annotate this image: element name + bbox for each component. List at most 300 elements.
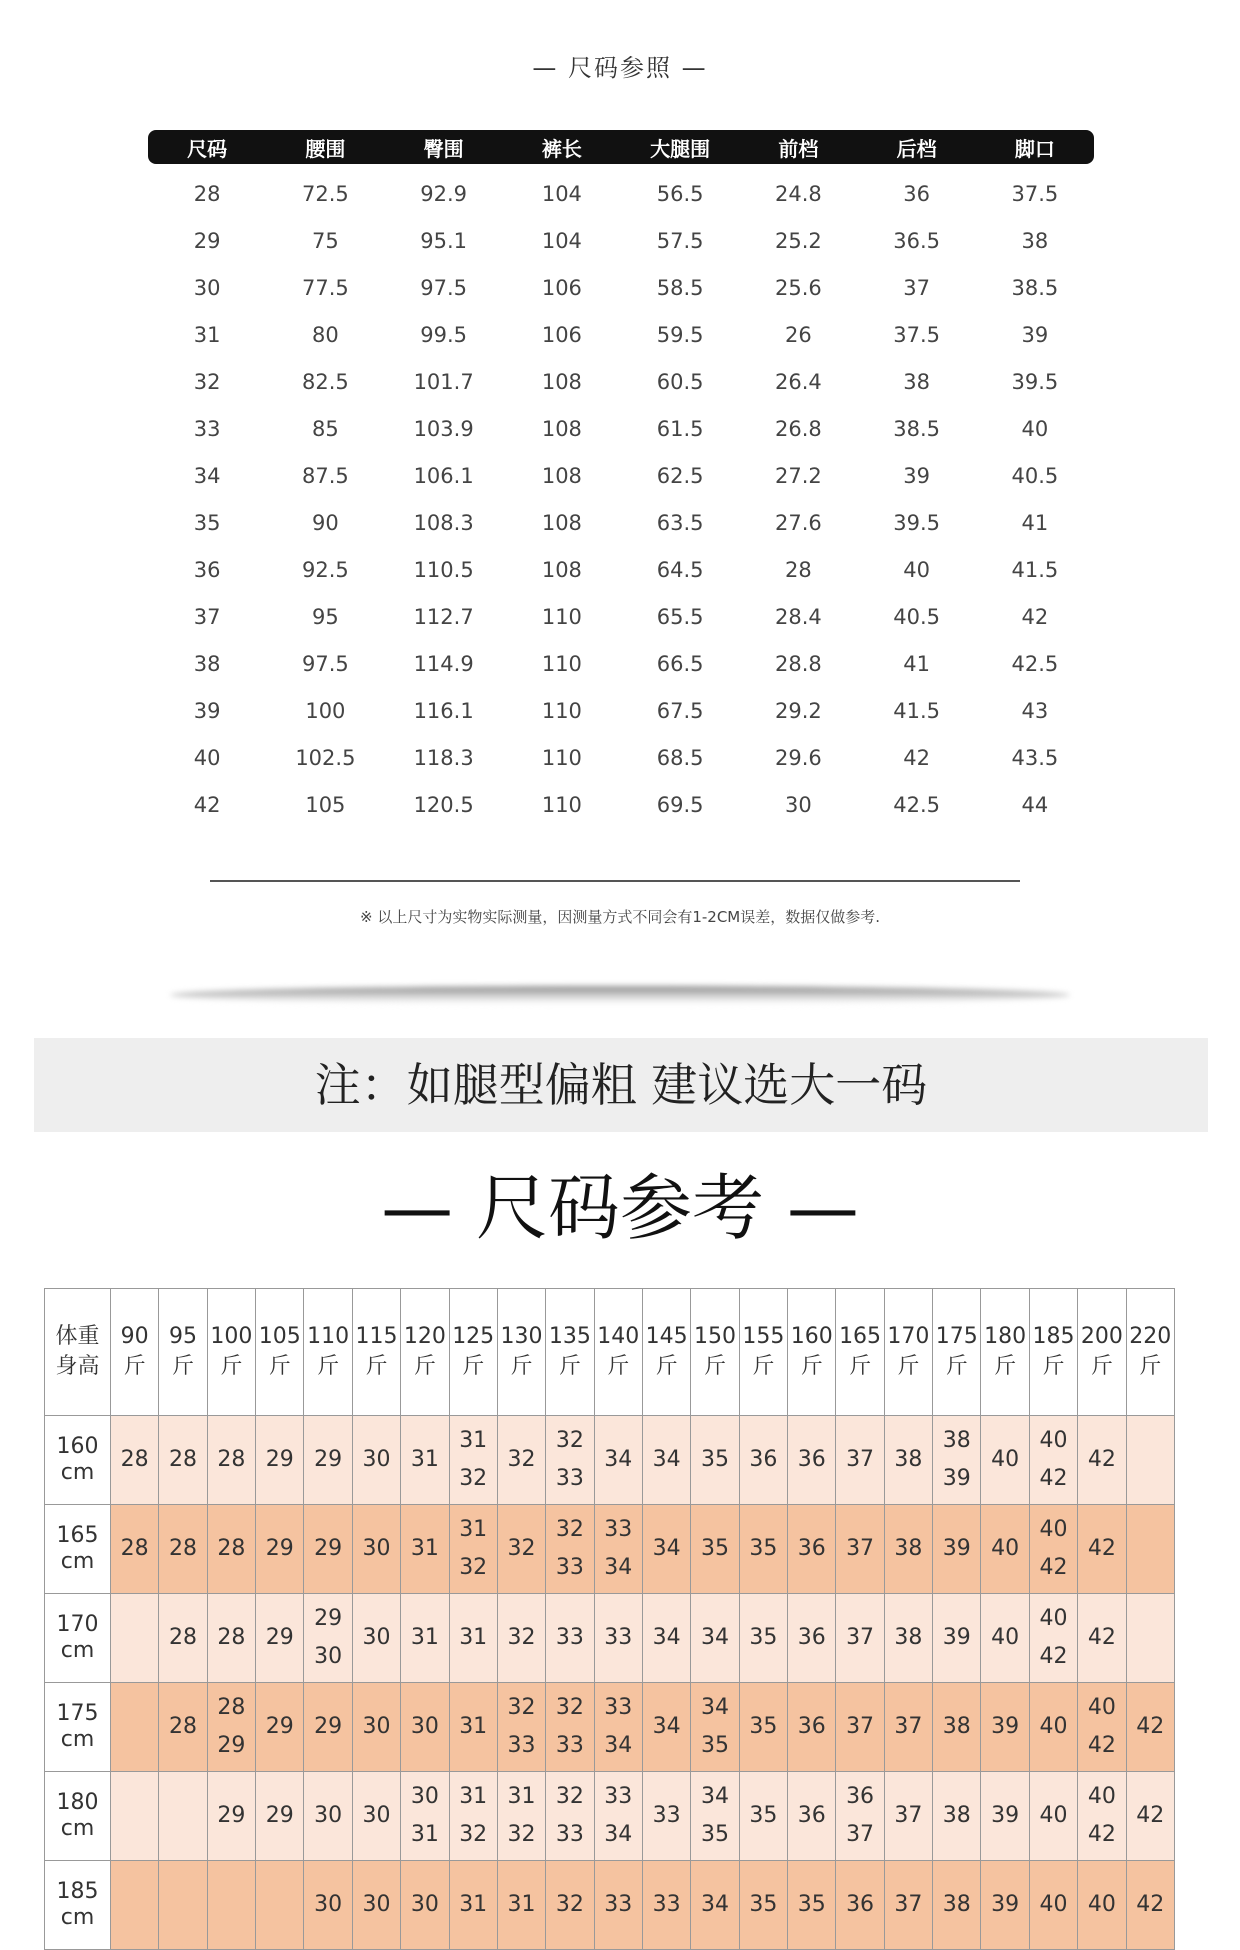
corner-label: 身高 [55, 1354, 100, 1379]
size-cell [1126, 1772, 1174, 1861]
size-value: 30 [410, 1714, 439, 1739]
size-value: 32 [507, 1625, 536, 1650]
table-cell: 90 [312, 510, 339, 535]
size-cell [1126, 1505, 1174, 1594]
column-header: 尺码 [148, 130, 266, 164]
size-cell [788, 1772, 836, 1861]
size-value: 42 [1136, 1803, 1165, 1828]
table-cell: 108 [541, 369, 582, 394]
table-cell: 67.5 [656, 698, 704, 723]
size-value: 40 [1087, 1695, 1116, 1720]
size-value: 31 [459, 1625, 488, 1650]
table-cell: 112.7 [413, 604, 474, 629]
table-cell: 60.5 [656, 369, 704, 394]
size-value: 40 [1039, 1606, 1068, 1631]
table-cell: 29 [193, 228, 221, 253]
size-cell [884, 1505, 932, 1594]
size-cell [449, 1594, 497, 1683]
weight-unit: 斤 [123, 1354, 146, 1379]
size-cell [884, 1861, 932, 1950]
weight-value: 200 [1080, 1324, 1123, 1349]
size-value: 40 [1039, 1892, 1068, 1917]
size-cell [401, 1861, 449, 1950]
table-cell: 63.5 [656, 510, 704, 535]
size-value: 31 [410, 1822, 439, 1847]
size-value: 42 [1087, 1822, 1116, 1847]
weight-header [546, 1289, 594, 1416]
table-cell: 120.5 [413, 792, 474, 817]
weight-unit: 斤 [994, 1354, 1017, 1379]
size-value: 35 [749, 1892, 778, 1917]
size-cell [352, 1416, 400, 1505]
table-cell: 42.5 [1011, 651, 1059, 676]
size-value: 29 [265, 1714, 294, 1739]
weight-value: 140 [597, 1324, 640, 1349]
size-cell [449, 1861, 497, 1950]
size-value: 34 [652, 1447, 681, 1472]
size-cell [1078, 1594, 1126, 1683]
size-cell [207, 1683, 255, 1772]
size-cell [739, 1505, 787, 1594]
table-cell: 110.5 [413, 557, 474, 582]
size-cell [546, 1683, 594, 1772]
size-cell [159, 1772, 207, 1861]
size-cell [449, 1416, 497, 1505]
shadow-divider [170, 986, 1070, 1004]
size-value: 29 [314, 1606, 343, 1631]
table-cell: 72.5 [301, 181, 349, 206]
size-cell [352, 1683, 400, 1772]
size-cell [933, 1594, 981, 1683]
weight-value: 90 [120, 1324, 149, 1349]
height-label [45, 1416, 111, 1505]
size-value: 42 [1087, 1625, 1116, 1650]
size-value: 39 [991, 1714, 1020, 1739]
size-cell [691, 1772, 739, 1861]
table-cell: 42 [1021, 604, 1049, 629]
size-value: 36 [797, 1803, 826, 1828]
size-cell [159, 1594, 207, 1683]
size-cell [1078, 1683, 1126, 1772]
size-value: 31 [410, 1625, 439, 1650]
size-cell [497, 1772, 545, 1861]
size-cell [449, 1505, 497, 1594]
size-value: 38 [894, 1625, 923, 1650]
weight-header [401, 1289, 449, 1416]
table-cell: 104 [541, 181, 582, 206]
size-cell [788, 1594, 836, 1683]
weight-height-corner [45, 1289, 111, 1416]
size-value: 37 [894, 1892, 923, 1917]
size-cell [352, 1505, 400, 1594]
weight-unit: 斤 [413, 1354, 436, 1379]
size-value: 42 [1136, 1714, 1165, 1739]
weight-header [1029, 1289, 1077, 1416]
table-cell: 37 [903, 275, 930, 300]
weight-header [159, 1289, 207, 1416]
table-cell: 42.5 [893, 792, 940, 817]
table-cell: 59.5 [656, 322, 704, 347]
size-reference-title: — 尺码参考 — [381, 1166, 859, 1250]
table-cell: 69.5 [656, 792, 704, 817]
table-cell: 64.5 [656, 557, 704, 582]
table-cell: 42 [193, 792, 221, 817]
size-value: 42 [1136, 1892, 1165, 1917]
size-cell [1078, 1772, 1126, 1861]
height-row [45, 1772, 1175, 1861]
table-cell: 40 [903, 557, 930, 582]
size-cell [401, 1683, 449, 1772]
size-value: 37 [894, 1714, 923, 1739]
table-cell: 32 [193, 369, 221, 394]
size-value: 30 [410, 1892, 439, 1917]
size-cell [1078, 1416, 1126, 1505]
table-cell: 97.5 [420, 275, 467, 300]
table-cell: 26.4 [774, 369, 822, 394]
table-cell: 34 [193, 463, 221, 488]
size-cell [739, 1772, 787, 1861]
size-cell [1029, 1594, 1077, 1683]
table-cell: 104 [541, 228, 582, 253]
size-value: 32 [459, 1466, 488, 1491]
size-cell [594, 1416, 642, 1505]
size-cell [884, 1416, 932, 1505]
size-cell [1126, 1683, 1174, 1772]
size-cell [546, 1861, 594, 1950]
size-cell [1078, 1505, 1126, 1594]
size-value: 35 [749, 1803, 778, 1828]
weight-value: 115 [355, 1324, 398, 1349]
size-value: 37 [846, 1447, 875, 1472]
size-value: 29 [314, 1447, 343, 1472]
size-cell [642, 1772, 690, 1861]
weight-header [594, 1289, 642, 1416]
table-cell: 40 [193, 745, 221, 770]
size-cell [207, 1772, 255, 1861]
size-cell [884, 1594, 932, 1683]
size-cell [788, 1861, 836, 1950]
weight-unit: 斤 [800, 1354, 823, 1379]
size-value: 42 [1087, 1536, 1116, 1561]
table-cell: 118.3 [413, 745, 474, 770]
size-value: 28 [217, 1536, 246, 1561]
size-value: 40 [1039, 1428, 1068, 1453]
table-cell: 40.5 [893, 604, 940, 629]
size-cell [933, 1416, 981, 1505]
size-value: 42 [1039, 1466, 1068, 1491]
table-cell: 39.5 [893, 510, 940, 535]
size-cell [497, 1861, 545, 1950]
table-cell: 102.5 [295, 745, 356, 770]
column-header: 大腿围 [621, 130, 739, 164]
size-cell [836, 1861, 884, 1950]
size-value: 34 [604, 1447, 633, 1472]
table-cell: 41.5 [893, 698, 940, 723]
height-value: 160 [56, 1434, 99, 1459]
height-label [45, 1683, 111, 1772]
table-cell: 44 [1021, 792, 1049, 817]
size-cell [788, 1505, 836, 1594]
size-value: 42 [1087, 1733, 1116, 1758]
size-cell [497, 1416, 545, 1505]
table-cell: 37 [193, 604, 221, 629]
size-cell [449, 1683, 497, 1772]
size-value: 35 [749, 1714, 778, 1739]
size-value: 37 [846, 1536, 875, 1561]
table-cell: 43 [1021, 698, 1049, 723]
size-value: 31 [459, 1892, 488, 1917]
size-value: 33 [604, 1625, 633, 1650]
size-value: 39 [942, 1466, 971, 1491]
size-cell [546, 1594, 594, 1683]
table-cell: 30 [193, 275, 221, 300]
weight-value: 95 [169, 1324, 198, 1349]
size-value: 39 [991, 1803, 1020, 1828]
size-cell [836, 1772, 884, 1861]
height-row [45, 1505, 1175, 1594]
weight-value: 180 [984, 1324, 1027, 1349]
weight-unit: 斤 [510, 1354, 533, 1379]
size-value: 35 [797, 1892, 826, 1917]
table-cell: 77.5 [301, 275, 349, 300]
size-value: 38 [942, 1714, 971, 1739]
size-value: 34 [700, 1892, 729, 1917]
size-value: 30 [314, 1892, 343, 1917]
divider [210, 880, 1020, 882]
table-cell: 36 [193, 557, 221, 582]
size-value: 38 [894, 1447, 923, 1472]
size-value: 40 [991, 1536, 1020, 1561]
table-cell: 35 [193, 510, 221, 535]
column-header: 前档 [739, 130, 857, 164]
size-value: 29 [217, 1733, 246, 1758]
size-cell [933, 1505, 981, 1594]
corner-label: 体重 [55, 1324, 100, 1349]
table-cell: 110 [541, 604, 582, 629]
table-cell: 39 [903, 463, 930, 488]
table-cell: 56.5 [656, 181, 704, 206]
height-label [45, 1861, 111, 1950]
size-cell [497, 1505, 545, 1594]
size-value: 34 [652, 1536, 681, 1561]
table-row [148, 640, 1094, 687]
table-cell: 106 [541, 322, 582, 347]
size-cell [594, 1683, 642, 1772]
size-cell [788, 1683, 836, 1772]
table-row [148, 405, 1094, 452]
size-value: 33 [555, 1733, 584, 1758]
size-cell [739, 1861, 787, 1950]
table-cell: 28.4 [774, 604, 822, 629]
size-cell [207, 1861, 255, 1950]
size-value: 33 [555, 1822, 584, 1847]
weight-unit: 斤 [1139, 1354, 1162, 1379]
table-cell: 39.5 [1011, 369, 1059, 394]
column-header: 臀围 [385, 130, 503, 164]
table-cell: 110 [541, 698, 582, 723]
size-value: 42 [1087, 1447, 1116, 1472]
table-cell: 31 [193, 322, 221, 347]
size-cell [207, 1594, 255, 1683]
measurement-footnote: ※ 以上尺寸为实物实际测量，因测量方式不同会有1-2CM误差，数据仅做参考. [359, 908, 881, 926]
size-cell [304, 1416, 352, 1505]
table-cell: 99.5 [420, 322, 467, 347]
weight-unit: 斤 [1090, 1354, 1113, 1379]
size-value: 42 [1039, 1555, 1068, 1580]
table-cell: 37.5 [1011, 181, 1059, 206]
height-row [45, 1594, 1175, 1683]
table-cell: 37.5 [893, 322, 940, 347]
table-cell: 101.7 [413, 369, 474, 394]
table-cell: 108 [541, 510, 582, 535]
height-value: 165 [56, 1523, 99, 1548]
size-cell [352, 1772, 400, 1861]
size-value: 32 [555, 1428, 584, 1453]
size-value: 32 [555, 1892, 584, 1917]
size-value: 32 [507, 1447, 536, 1472]
size-value: 31 [459, 1428, 488, 1453]
table-cell: 57.5 [656, 228, 704, 253]
size-cell [594, 1505, 642, 1594]
column-header: 脚口 [976, 130, 1094, 164]
size-cell [642, 1594, 690, 1683]
size-cell [981, 1861, 1029, 1950]
table-row [148, 499, 1094, 546]
table-cell: 43.5 [1011, 745, 1059, 770]
weight-header [449, 1289, 497, 1416]
table-cell: 41 [1021, 510, 1049, 535]
size-cell [788, 1416, 836, 1505]
weight-header [1126, 1289, 1174, 1416]
size-value: 30 [362, 1803, 391, 1828]
measurement-table [148, 130, 1094, 828]
size-value: 29 [265, 1536, 294, 1561]
weight-value: 100 [210, 1324, 253, 1349]
size-value: 34 [700, 1625, 729, 1650]
size-cell [642, 1683, 690, 1772]
size-cell [691, 1594, 739, 1683]
table-cell: 103.9 [413, 416, 474, 441]
size-value: 33 [604, 1784, 633, 1809]
weight-value: 165 [839, 1324, 882, 1349]
size-value: 40 [991, 1625, 1020, 1650]
weight-unit: 斤 [220, 1354, 243, 1379]
size-value: 29 [314, 1536, 343, 1561]
size-value: 33 [555, 1466, 584, 1491]
size-value: 35 [700, 1536, 729, 1561]
size-cell [546, 1505, 594, 1594]
size-value: 29 [314, 1714, 343, 1739]
table-cell: 75 [312, 228, 339, 253]
size-cell [739, 1683, 787, 1772]
size-cell [691, 1416, 739, 1505]
size-cell [207, 1505, 255, 1594]
table-row [148, 358, 1094, 405]
size-cell [304, 1861, 352, 1950]
weight-value: 130 [500, 1324, 543, 1349]
table-cell: 41 [903, 651, 930, 676]
table-row [148, 264, 1094, 311]
weight-header [352, 1289, 400, 1416]
weight-header [788, 1289, 836, 1416]
size-value: 36 [749, 1447, 778, 1472]
weight-unit: 斤 [462, 1354, 485, 1379]
table-cell: 36 [903, 181, 930, 206]
table-cell: 25.2 [774, 228, 822, 253]
table-cell: 108 [541, 416, 582, 441]
size-value: 33 [555, 1555, 584, 1580]
table-cell: 87.5 [301, 463, 349, 488]
size-value: 31 [410, 1536, 439, 1561]
size-recommendation-table [44, 1288, 1175, 1950]
size-value: 36 [797, 1536, 826, 1561]
height-unit: cm [60, 1549, 95, 1574]
size-value: 35 [700, 1447, 729, 1472]
size-value: 40 [991, 1447, 1020, 1472]
weight-value: 105 [258, 1324, 301, 1349]
size-cell [1029, 1861, 1077, 1950]
size-value: 40 [1039, 1714, 1068, 1739]
height-unit: cm [60, 1816, 95, 1841]
size-cell [884, 1683, 932, 1772]
weight-value: 145 [645, 1324, 688, 1349]
size-value: 32 [507, 1536, 536, 1561]
table-cell: 28.8 [774, 651, 822, 676]
size-cell [159, 1683, 207, 1772]
height-value: 175 [56, 1701, 99, 1726]
weight-unit: 斤 [655, 1354, 678, 1379]
table-cell: 116.1 [413, 698, 474, 723]
table-row [148, 311, 1094, 358]
size-value: 33 [604, 1517, 633, 1542]
table-cell: 38.5 [893, 416, 940, 441]
weight-header [497, 1289, 545, 1416]
table-cell: 58.5 [656, 275, 704, 300]
size-cell [1126, 1861, 1174, 1950]
size-value: 36 [846, 1892, 875, 1917]
height-value: 185 [56, 1879, 99, 1904]
weight-value: 220 [1129, 1324, 1172, 1349]
size-value: 30 [314, 1644, 343, 1669]
size-cell [546, 1772, 594, 1861]
size-cell [159, 1416, 207, 1505]
size-value: 36 [797, 1447, 826, 1472]
weight-header [691, 1289, 739, 1416]
size-cell [304, 1683, 352, 1772]
size-cell [304, 1772, 352, 1861]
weight-unit: 斤 [1042, 1354, 1065, 1379]
size-value: 36 [797, 1714, 826, 1739]
size-value: 36 [797, 1625, 826, 1650]
table-cell: 92.9 [420, 181, 467, 206]
table-cell: 42 [903, 745, 930, 770]
table-cell: 108.3 [413, 510, 474, 535]
size-value: 30 [362, 1892, 391, 1917]
size-value: 35 [700, 1733, 729, 1758]
size-cell [256, 1594, 304, 1683]
size-value: 40 [1039, 1803, 1068, 1828]
size-value: 30 [362, 1536, 391, 1561]
table-cell: 39 [193, 698, 221, 723]
weight-value: 150 [693, 1324, 736, 1349]
size-cell [207, 1416, 255, 1505]
size-value: 28 [169, 1714, 198, 1739]
size-cell [449, 1772, 497, 1861]
table-row [148, 687, 1094, 734]
size-value: 37 [846, 1625, 875, 1650]
size-value: 28 [217, 1695, 246, 1720]
table-cell: 33 [193, 416, 221, 441]
